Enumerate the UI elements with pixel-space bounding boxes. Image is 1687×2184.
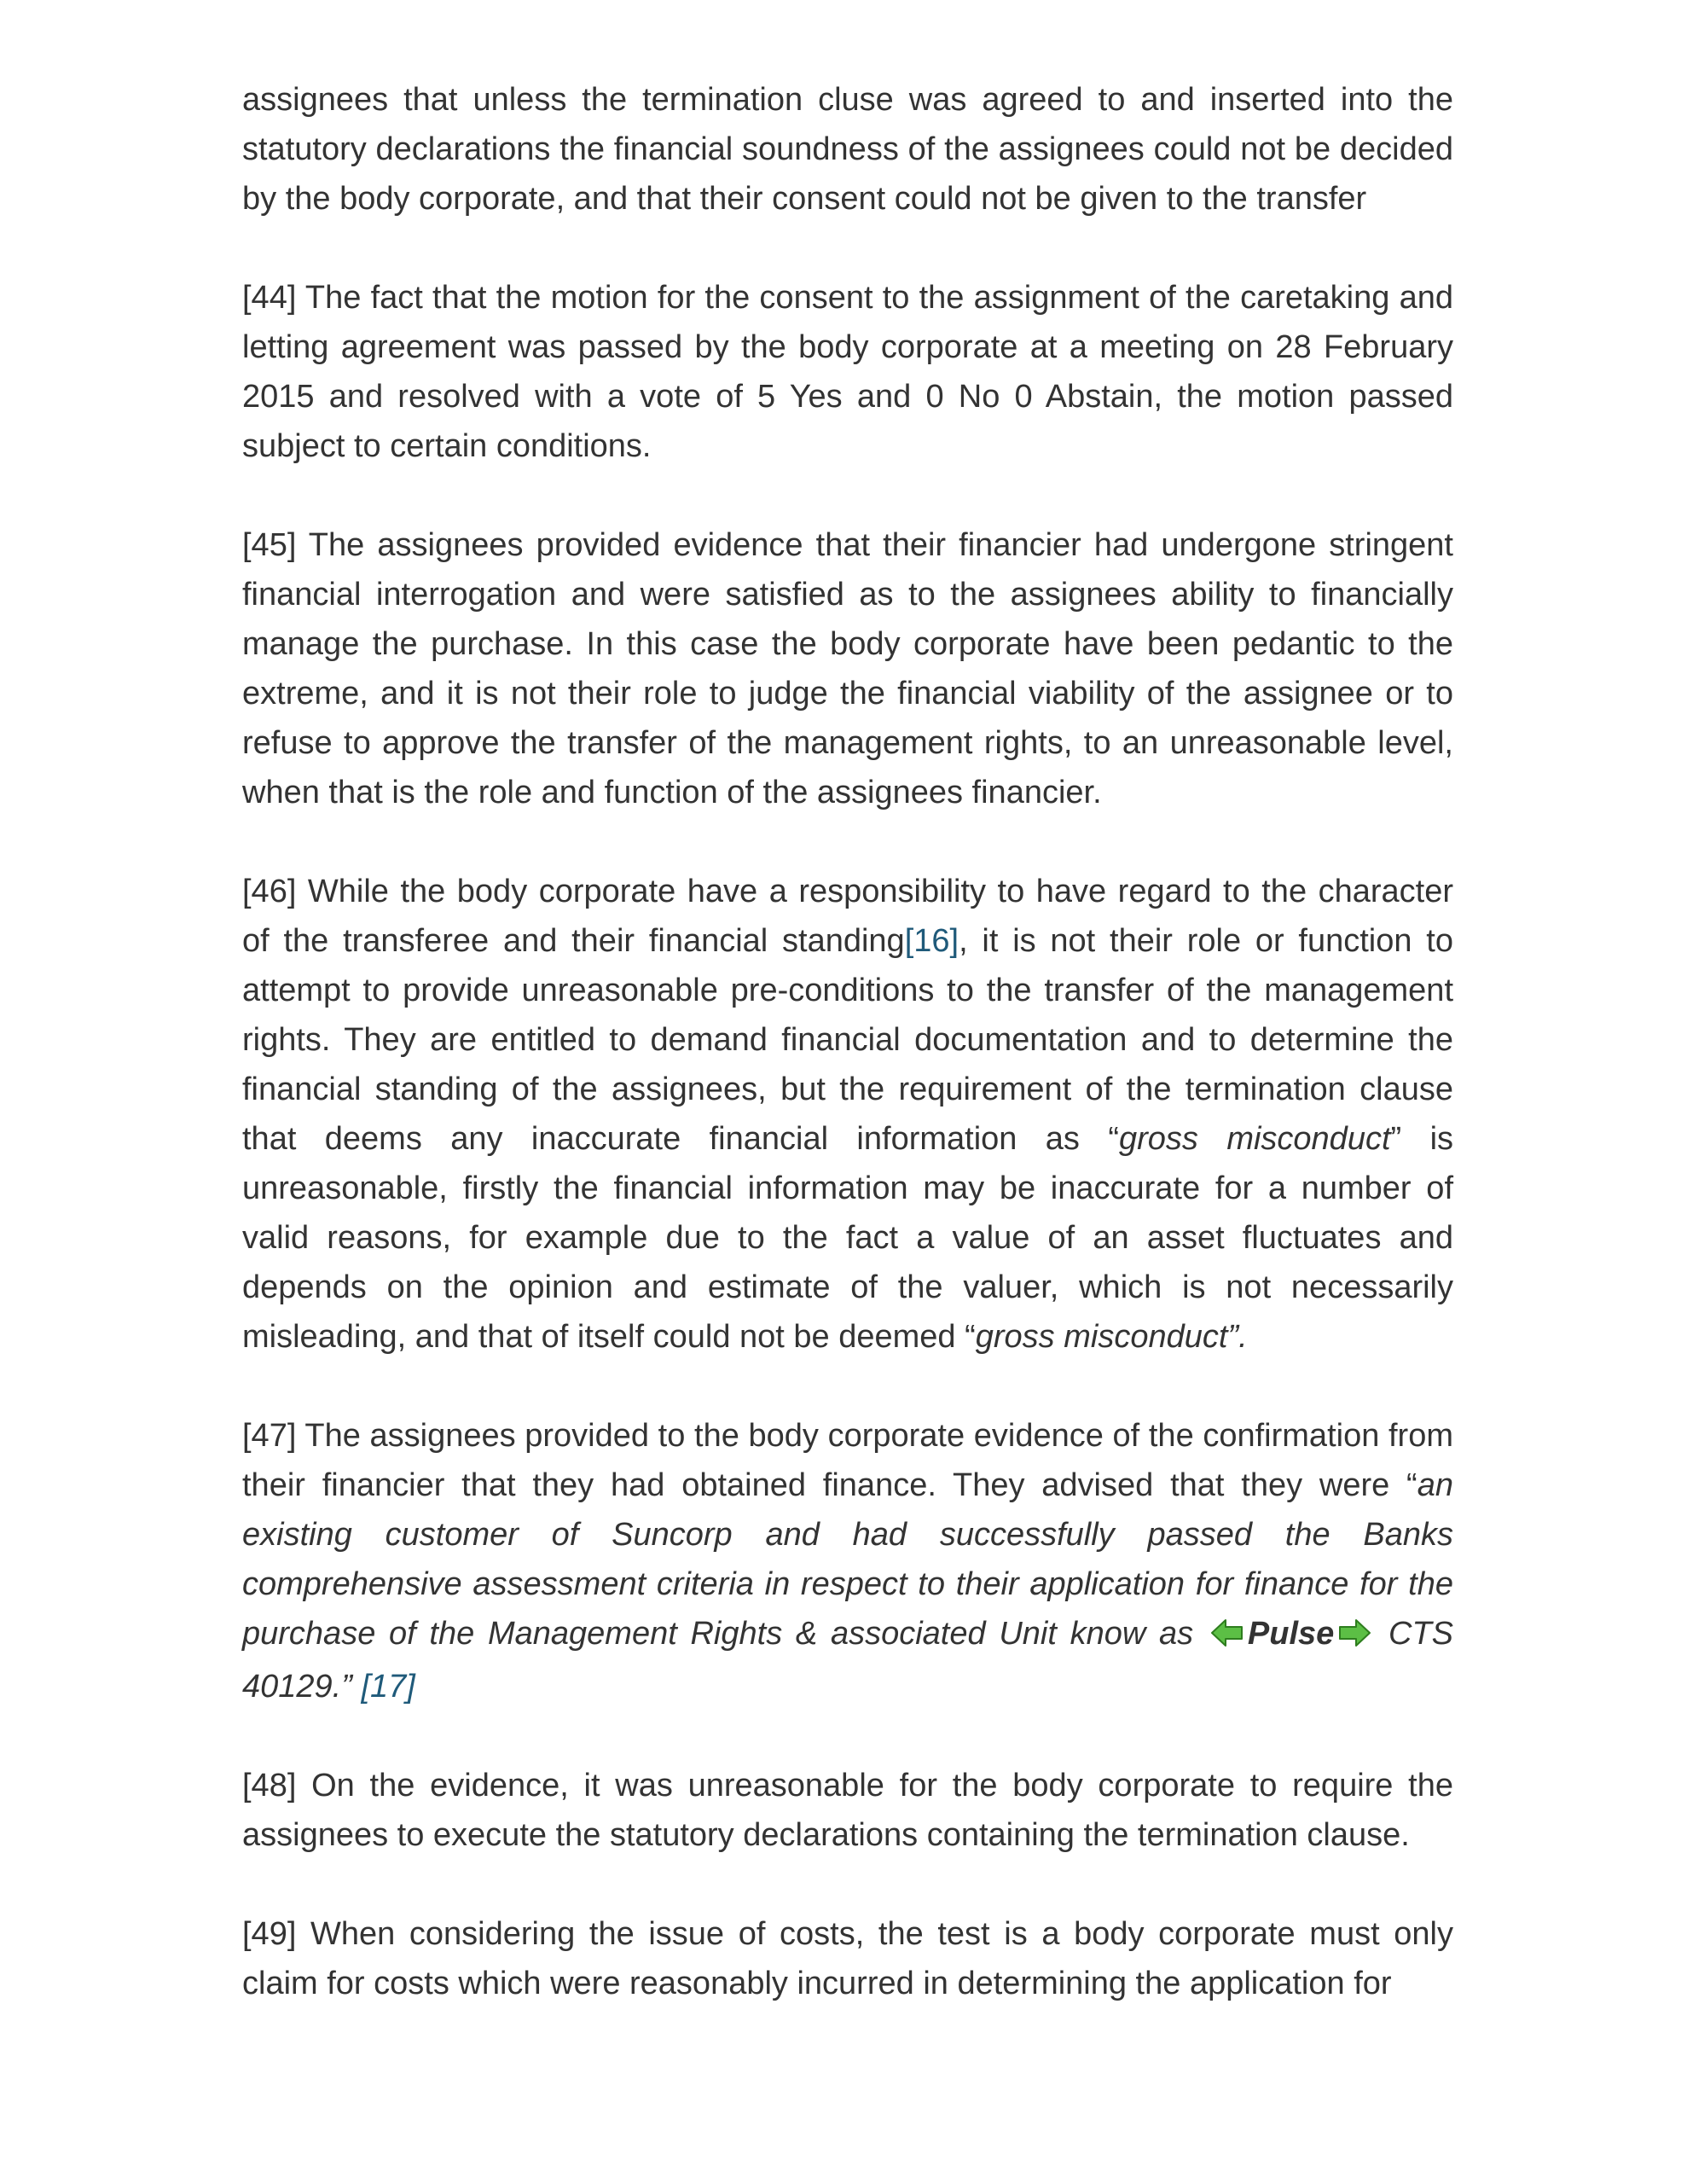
paragraph-46-text-b: , it is not their role or function to attempt to provide unreasonable pre-conditions to the transfer of the management rights. They are entitled to demand financial documentation and to determine the financial standing of the assignees, but the requirement of the termination clause that deems any inaccurate financial information as “ xyxy=(242,923,1453,1157)
footnote-17-label: [17] xyxy=(361,1669,415,1705)
paragraph-43-continued: assignees that unless the termination cluse was agreed to and inserted into the statutory declarations the financial soundness of the assignees could not be decided by the body corporate, and that their consent could not be given to the transfer xyxy=(242,82,1453,217)
paragraph-46 xyxy=(242,867,1453,1362)
arrow-right-icon xyxy=(1337,1612,1371,1662)
paragraph-46-text-a: [46] While the body corporate have a responsibility to have regard to the character of the transferee and their financial standing xyxy=(242,874,1453,959)
pulse-brand-name: Pulse xyxy=(1247,1616,1335,1652)
arrow-left-icon xyxy=(1210,1612,1244,1662)
paragraph-47-quote: an existing customer of Suncorp and had successfully passed the Banks comprehensive assessment criteria in respect to their application for finance for the purchase of the Management Rights & associated Unit know as xyxy=(242,1467,1453,1652)
footnote-link-16[interactable]: [16] xyxy=(904,923,959,959)
document-body xyxy=(242,75,1453,2058)
paragraph-48: [48] On the evidence, it was unreasonable for the body corporate to require the assignees to execute the statutory declarations containing the termination clause. xyxy=(242,1768,1453,1853)
paragraph-49: [49] When considering the issue of costs, the test is a body corporate must only claim for costs which were reasonably incurred in determining the application for xyxy=(242,1916,1453,2001)
paragraph-44: [44] The fact that the motion for the consent to the assignment of the caretaking and letting agreement was passed by the body corporate at a meeting on 28 February 2015 and resolved with a vote of 5 Yes and 0 No 0 Abstain, the motion passed subject to certain conditions. xyxy=(242,280,1453,464)
paragraph-46-emphasis-1: gross misconduct xyxy=(1119,1121,1391,1157)
paragraph-47-text-a: [47] The assignees provided to the body corporate evidence of the confirmation from their financier that they had obtained finance. They advised that they were “ xyxy=(242,1418,1453,1503)
paragraph-46-emphasis-2: gross misconduct”. xyxy=(975,1319,1248,1355)
paragraph-47-quote-end: CTS 40129.” xyxy=(242,1616,1454,1705)
paragraph-46-text-c: ” is unreasonable, firstly the financial information may be inaccurate for a number of valid reasons, for example due to the fact a value of an asset fluctuates and depends on the opinion and estimate of the valuer, which is not necessarily misleading, and that of itself could not be deemed “ xyxy=(242,1121,1454,1355)
footnote-link-17[interactable] xyxy=(361,1669,415,1705)
paragraph-45: [45] The assignees provided evidence that their financier had undergone stringent financial interrogation and were satisfied as to the assignees ability to financially manage the purchase. In this case the body corporate have been pedantic to the extreme, and it is not their role to judge the financial viability of the assignee or to refuse to approve the transfer of the management rights, to an unreasonable level, when that is the role and function of the assignees financier. xyxy=(242,527,1453,810)
paragraph-47 xyxy=(242,1411,1453,1711)
